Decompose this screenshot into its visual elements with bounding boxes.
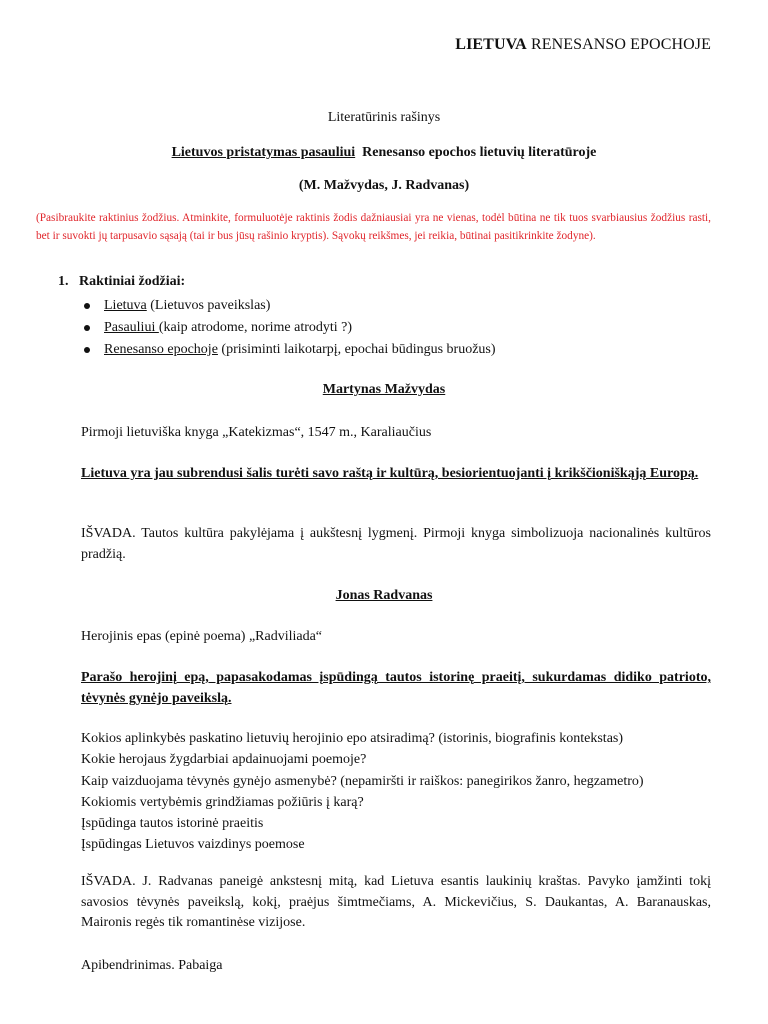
keyword-desc: (Lietuvos paveikslas) <box>146 298 271 313</box>
keyword-desc: (kaip atrodome, norime atrodyti ?) <box>158 320 353 335</box>
section-heading-radvanas: Jonas Radvanas <box>335 588 433 603</box>
question-line: Kokie herojaus žygdarbiai apdainuojami poemoje? <box>81 752 367 768</box>
essay-title-underlined: Lietuvos pristatymas pasauliui <box>171 145 356 160</box>
keyword-term: Pasauliui <box>104 320 159 335</box>
keyword-term: Lietuva <box>104 298 147 313</box>
header-title-rest: RENESANSO EPOCHOJE <box>526 36 711 53</box>
essay-type: Literatūrinis rašinys <box>327 110 441 125</box>
keyword-item <box>104 295 496 317</box>
radvanas-thesis: Parašo herojinį epą, papasakodamas įspūdingą tautos istorinę praeitį, sukurdamas didiko patrioto, tėvynės gynėjo paveikslą. <box>81 670 711 706</box>
keyword-desc: (prisiminti laikotarpį, epochai būdingus bruožus) <box>217 342 496 357</box>
keyword-item <box>104 339 496 361</box>
keywords-heading: 1. Raktiniai žodžiai: <box>58 274 186 289</box>
keyword-item <box>104 317 496 339</box>
document-header <box>455 36 711 54</box>
section-heading-mazvydas: Martynas Mažvydas <box>322 382 446 397</box>
question-line: Įspūdingas Lietuvos vaizdinys poemose <box>81 837 305 853</box>
guiding-questions <box>81 728 721 856</box>
question-line: Kokiomis vertybėmis grindžiamas požiūris į karą? <box>81 794 364 810</box>
question-line: Kokios aplinkybės paskatino lietuvių herojinio epo atsiradimą? (istorinis, biografinis kontekstas) <box>81 731 624 746</box>
essay-authors: (M. Mažvydas, J. Radvanas) <box>298 178 470 193</box>
keyword-term: Renesanso epochoje <box>104 342 218 357</box>
header-title-bold: LIETUVA <box>455 36 527 53</box>
keywords-list <box>104 295 496 361</box>
instruction-note: (Pasibraukite raktinius žodžius. Atminkite, formuluotėje raktinis žodis dažniausiai yra ne vienas, todėl būtina ne tik tuos svarbiausius žodžius rasti, bet ir suvokti jų tarpusavio sąsają (tai ir bus jūsų rašinio kryptis). Sąvokų reikšmes, jei reikia, būtinai pasitikrinkite žodyne). <box>36 212 711 242</box>
radvanas-conclusion: IŠVADA. J. Radvanas paneigė ankstesnį mitą, kad Lietuva esantis laukinių kraštas. Pavyko įamžinti tokį savosios tėvynės paveikslą, kokį, praėjus šimtmečiams, A. Mickevičius, S. Daukantas, A. Baranauskas, Maironis regės tik romantinėse vizijose. <box>81 874 711 930</box>
essay-title-rest: Renesanso epochos lietuvių literatūroje <box>355 145 597 160</box>
essay-title <box>0 145 768 161</box>
mazvydas-thesis: Lietuva yra jau subrendusi šalis turėti savo raštą ir kultūrą, besiorientuojanti į krikščioniškąją Europą. <box>81 466 699 481</box>
question-line: Kaip vaizduojama tėvynės gynėjo asmenybė? (nepamiršti ir raiškos: panegirikos žanro, hegzametro) <box>81 773 644 789</box>
closing-line: Apibendrinimas. Pabaiga <box>81 958 223 973</box>
question-line: Įspūdinga tautos istorinė praeitis <box>81 816 264 832</box>
radvanas-fact: Herojinis epas (epinė poema) „Radviliada“ <box>81 629 323 644</box>
mazvydas-conclusion: IŠVADA. Tautos kultūra pakylėjama į aukštesnį lygmenį. Pirmoji knyga simbolizuoja nacionalinės kultūros pradžią. <box>81 526 711 562</box>
mazvydas-fact: Pirmoji lietuviška knyga „Katekizmas“, 1547 m., Karaliaučius <box>81 425 432 440</box>
